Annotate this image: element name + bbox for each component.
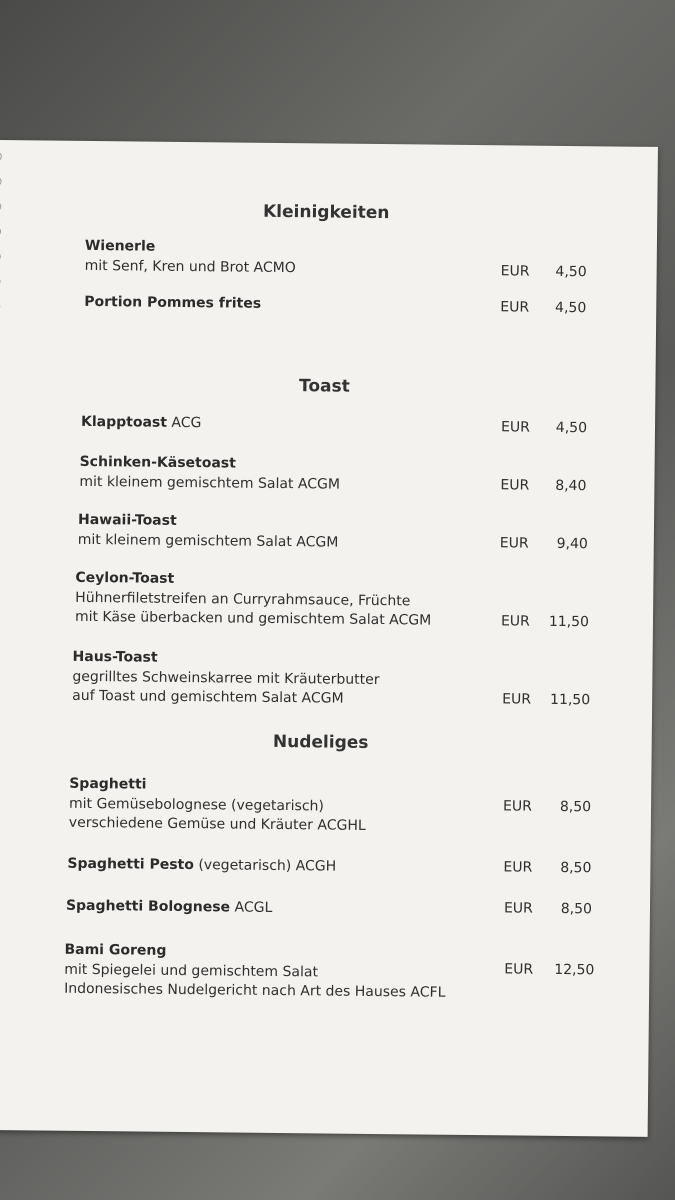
item-currency: EUR: [500, 613, 530, 630]
menu-item-spaghetti: [69, 775, 366, 837]
item-description: verschiedene Gemüse und Kräuter ACGHL: [68, 814, 366, 834]
menu-item-wienerle: [85, 237, 296, 278]
item-currency: EUR: [500, 419, 530, 436]
section-title-toast: Toast: [298, 376, 350, 397]
item-currency: EUR: [503, 859, 533, 876]
item-name: Portion Pommes frites: [84, 293, 262, 312]
section-title-nudeliges: Nudeliges: [272, 731, 369, 753]
item-price: 11,50: [548, 613, 590, 631]
item-price: 8,50: [560, 859, 592, 877]
item-currency: EUR: [502, 798, 532, 815]
binding-hole: [0, 252, 1, 261]
menu-item-hawaii-toast: [78, 511, 339, 553]
menu-item-spaghetti-pesto: [67, 855, 336, 877]
item-description: mit Spiegelei und gemischtem Salat: [64, 961, 319, 980]
item-description: Hühnerfiletstreifen an Curryrahmsauce, Früchte: [75, 589, 411, 609]
item-currency: EUR: [502, 691, 532, 708]
item-currency: EUR: [500, 299, 530, 316]
item-allergens: ACGL: [230, 899, 273, 916]
item-currency: EUR: [499, 535, 529, 552]
item-currency: EUR: [503, 900, 533, 917]
binding-hole: [0, 277, 1, 286]
item-name: Klapptoast: [80, 413, 168, 431]
item-name: Schinken-Käsetoast: [79, 453, 236, 472]
item-price: 9,40: [556, 535, 588, 553]
item-description: mit kleinem gemischtem Salat ACGM: [79, 473, 341, 493]
menu-item-schinken-kaesetoast: [79, 453, 340, 495]
menu-item-bami-goreng: [64, 941, 446, 1003]
item-description: auf Toast und gemischtem Salat ACGM: [72, 687, 344, 707]
item-currency: EUR: [500, 263, 530, 280]
binding-hole: [0, 152, 2, 161]
item-description: gegrilltes Schweinskarree mit Kräuterbutter: [72, 668, 380, 688]
item-description: mit Senf, Kren und Brot ACMO: [84, 257, 296, 276]
menu-item-klapptoast: [81, 413, 202, 434]
item-price: 8,40: [555, 477, 587, 495]
item-price: 11,50: [549, 691, 591, 709]
item-price: 4,50: [555, 419, 588, 437]
binding-hole: [0, 227, 1, 236]
item-name: Spaghetti Bolognese: [65, 897, 231, 916]
item-name: Haus-Toast: [72, 648, 158, 666]
item-allergens: ACG: [166, 414, 202, 432]
item-currency: EUR: [500, 477, 530, 494]
menu-page: [0, 140, 658, 1137]
item-name: Hawaii-Toast: [77, 511, 177, 529]
item-currency: EUR: [504, 961, 534, 978]
item-price: 12,50: [554, 961, 595, 979]
item-name: Wienerle: [84, 237, 156, 255]
item-price: 8,50: [559, 798, 592, 816]
binding-hole: [0, 177, 2, 186]
section-title-kleinigkeiten: Kleinigkeiten: [262, 201, 390, 224]
item-name: Ceylon-Toast: [75, 569, 175, 587]
binding-holes: [0, 152, 2, 377]
item-description: mit Gemüsebolognese (vegetarisch): [68, 795, 325, 814]
menu-item-haus-toast: [72, 648, 380, 710]
menu-item-ceylon-toast: [75, 569, 432, 631]
item-description: mit Käse überbacken und gemischtem Salat ACGM: [74, 608, 432, 629]
item-name: Bami Goreng: [64, 941, 167, 959]
item-price: 4,50: [555, 263, 587, 281]
item-description: Indonesisches Nudelgericht nach Art des Hauses ACFL: [64, 980, 446, 1001]
item-allergens: (vegetarisch) ACGH: [193, 857, 337, 875]
item-price: 8,50: [560, 900, 593, 918]
item-description: mit kleinem gemischtem Salat ACGM: [77, 531, 339, 551]
item-price: 4,50: [555, 299, 587, 317]
menu-item-spaghetti-bolognese: [66, 897, 273, 919]
item-name: Spaghetti: [69, 775, 147, 793]
menu-item-pommes: [84, 293, 261, 314]
item-name: Spaghetti Pesto: [67, 855, 195, 874]
